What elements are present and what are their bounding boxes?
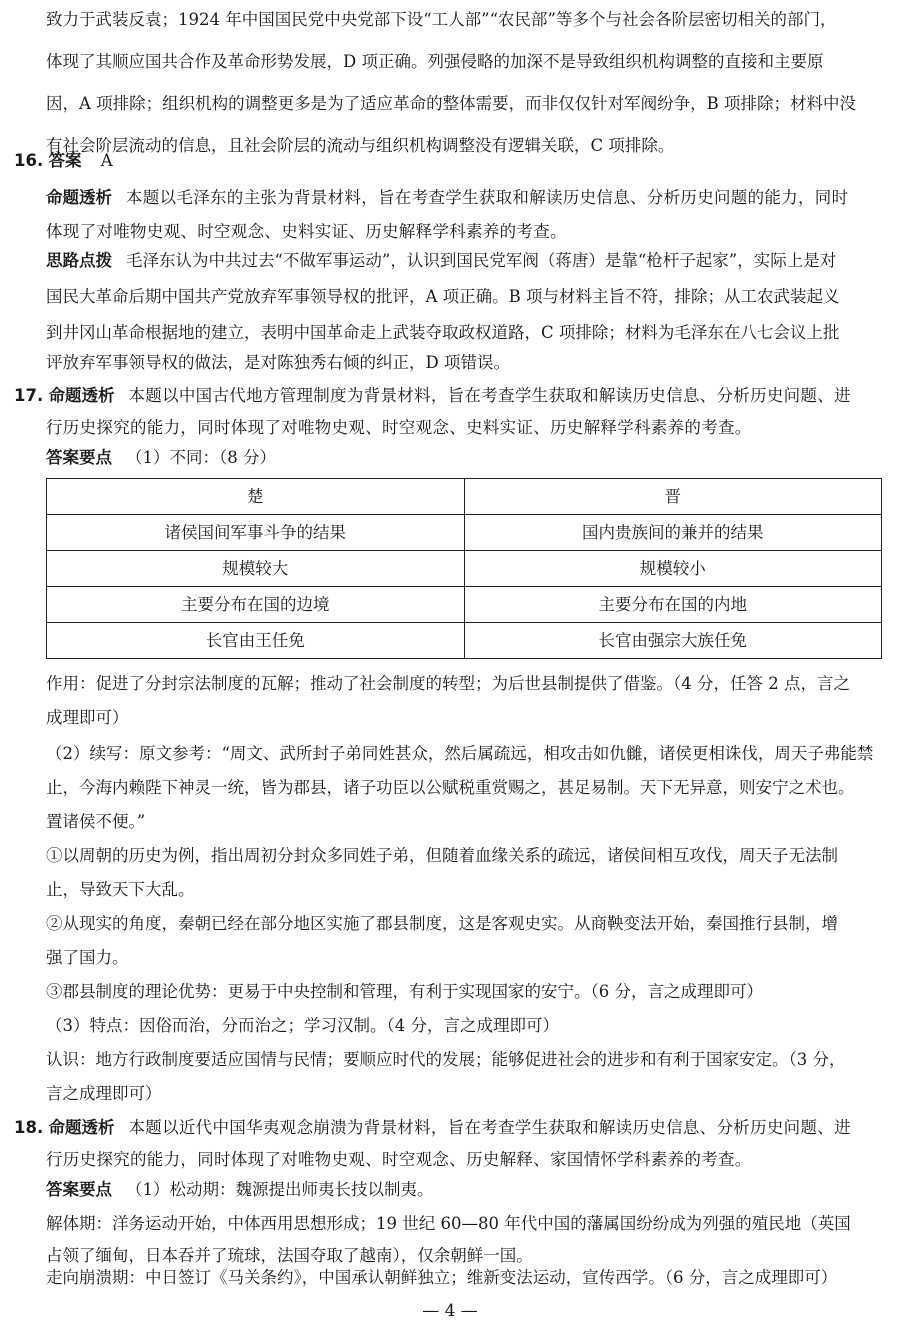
- answer-label: 答案: [48, 151, 82, 170]
- q18-yaodian-line: [46, 1172, 882, 1208]
- text-line: 国民大革命后期中国共产党放弃军事领导权的批评，A 项正确。B 项与材料主旨不符，排除；从工农武装起义: [46, 287, 840, 306]
- text-line: 止，今海内赖陛下神灵一统，皆为郡县，诸子功臣以公赋税重赏赐之，甚足易制。天下无异意，则安宁之术也。: [46, 778, 855, 797]
- yaodian-label: 答案要点: [46, 1180, 112, 1199]
- silu-text: 毛泽东认为中共过去“不做军事运动”，认识到国民党军阀（蒋唐）是靠“枪杆子起家”，实际上是对: [126, 251, 837, 270]
- table-cell: 主要分布在国的边境: [47, 587, 465, 623]
- text-line: 作用：促进了分封宗法制度的瓦解；推动了社会制度的转型；为后世县制提供了借鉴。（4 分，任答 2 点，言之: [46, 674, 850, 693]
- table-cell: 规模较小: [464, 551, 882, 587]
- answer-value: A: [100, 151, 113, 170]
- yaodian-text: （1）不同：（8 分）: [126, 448, 276, 467]
- table-cell: 主要分布在国的内地: [464, 587, 882, 623]
- table-cell: 长官由王任免: [47, 623, 465, 659]
- text-line: ①以周朝的历史为例，指出周初分封众多同姓子弟，但随着血缘关系的疏远，诸侯间相互攻伐，周天子无法制: [46, 846, 838, 865]
- text-line: 到井冈山革命根据地的建立，表明中国革命走上武装夺取政权道路，C 项排除；材料为毛泽东在八七会议上批: [46, 323, 840, 342]
- q17-yaodian-line: [46, 440, 882, 476]
- text-line: 言之成理即可）: [46, 1084, 162, 1103]
- table-header-cell: 晋: [464, 479, 882, 515]
- table-row: [47, 587, 882, 623]
- text-line: 体现了其顺应国共合作及革命形势发展，D 项正确。列强侵略的加深不是导致组织机构调整的直接和主要原: [46, 52, 824, 71]
- text-line: 止，导致天下大乱。: [46, 880, 195, 899]
- table-cell: 国内贵族间的兼并的结果: [464, 515, 882, 551]
- text-line: 有社会阶层流动的信息，且社会阶层的流动与组织机构调整没有逻辑关联，C 项排除。: [46, 136, 675, 155]
- table-cell: 规模较大: [47, 551, 465, 587]
- table-header-cell: 楚: [47, 479, 465, 515]
- yaodian-text: （1）松动期：魏源提出师夷长技以制夷。: [126, 1180, 434, 1199]
- text-line: 置诸侯不便。”: [46, 812, 146, 831]
- yaodian-label: 答案要点: [46, 448, 112, 467]
- table-cell: 诸侯国间军事斗争的结果: [47, 515, 465, 551]
- text-line: 强了国力。: [46, 948, 129, 967]
- question-number: 17.: [14, 386, 44, 405]
- silu-label: 思路点拨: [46, 251, 112, 270]
- q17-touxi-line: [14, 378, 882, 414]
- touxi-text: 行历史探究的能力，同时体现了对唯物史观、时空观念、史料实证、历史解释学科素养的考查。: [46, 418, 752, 437]
- text-line: 致力于武装反袁；1924 年中国国民党中央党部下设“工人部”“农民部”等多个与社会各阶层密切相关的部门，: [46, 10, 837, 29]
- page-number: — 4 —: [422, 1301, 478, 1321]
- touxi-text: 本题以毛泽东的主张为背景材料，旨在考查学生获取和解读历史信息、分析历史问题的能力，同时: [126, 188, 849, 207]
- text-line: （3）特点：因俗而治，分而治之；学习汉制。（4 分，言之成理即可）: [46, 1016, 559, 1035]
- text-line: ③郡县制度的理论优势：更易于中央控制和管理，有利于实现国家的安宁。（6 分，言之成理即可）: [46, 982, 763, 1001]
- touxi-text: 本题以近代中国华夷观念崩溃为背景材料，旨在考查学生获取和解读历史信息、分析历史问题、进: [128, 1118, 851, 1137]
- q16-answer-line: [14, 143, 850, 179]
- table-row: [47, 551, 882, 587]
- touxi-label: 命题透析: [48, 386, 115, 405]
- table-header-row: [47, 479, 882, 515]
- text-line: 成理即可）: [46, 708, 129, 727]
- touxi-text: 行历史探究的能力，同时体现了对唯物史观、时空观念、历史解释、家国情怀学科素养的考查。: [46, 1150, 752, 1169]
- touxi-label: 命题透析: [46, 188, 112, 207]
- q16-silu-line: [46, 243, 882, 279]
- table-row: [47, 515, 882, 551]
- text-line: 评放弃军事领导权的做法，是对陈独秀右倾的纠正，D 项错误。: [46, 353, 510, 372]
- touxi-text: 体现了对唯物史观、时空观念、史料实证、历史解释学科素养的考查。: [46, 222, 567, 241]
- comparison-table: [46, 478, 882, 659]
- text-line: 认识：地方行政制度要适应国情与民情；要顺应时代的发展；能够促进社会的进步和有利于国家安定。（3 分，: [46, 1050, 846, 1069]
- table-row: [47, 623, 882, 659]
- question-number: 16.: [14, 151, 44, 170]
- q18-touxi-line: [14, 1110, 882, 1146]
- touxi-label: 命题透析: [48, 1118, 115, 1137]
- text-line: 占领了缅甸，日本吞并了琉球，法国夺取了越南），仅余朝鲜一国。: [46, 1246, 533, 1265]
- table-cell: 长官由强宗大族任免: [464, 623, 882, 659]
- question-number: 18.: [14, 1118, 44, 1137]
- text-line: （2）续写：原文参考：“周文、武所封子弟同姓甚众，然后属疏远，相攻击如仇雠，诸侯更相诛伐，周天子弗能禁: [46, 744, 874, 763]
- text-line: ②从现实的角度，秦朝已经在部分地区实施了郡县制度，这是客观史实。从商鞅变法开始，秦国推行县制，增: [46, 914, 838, 933]
- text-line: 解体期：洋务运动开始，中体西用思想形成；19 世纪 60—80 年代中国的藩属国纷纷成为列强的殖民地（英国: [46, 1214, 851, 1233]
- q16-touxi-line: [46, 180, 882, 216]
- text-line: 走向崩溃期：中日签订《马关条约》，中国承认朝鲜独立；维新变法运动，宣传西学。（6 分，言之成理即可）: [46, 1268, 838, 1287]
- text-line: 因，A 项排除；组织机构的调整更多是为了适应革命的整体需要，而非仅仅针对军阀纷争，B 项排除；材料中没: [46, 94, 857, 113]
- touxi-text: 本题以中国古代地方管理制度为背景材料，旨在考查学生获取和解读历史信息、分析历史问题、进: [128, 386, 851, 405]
